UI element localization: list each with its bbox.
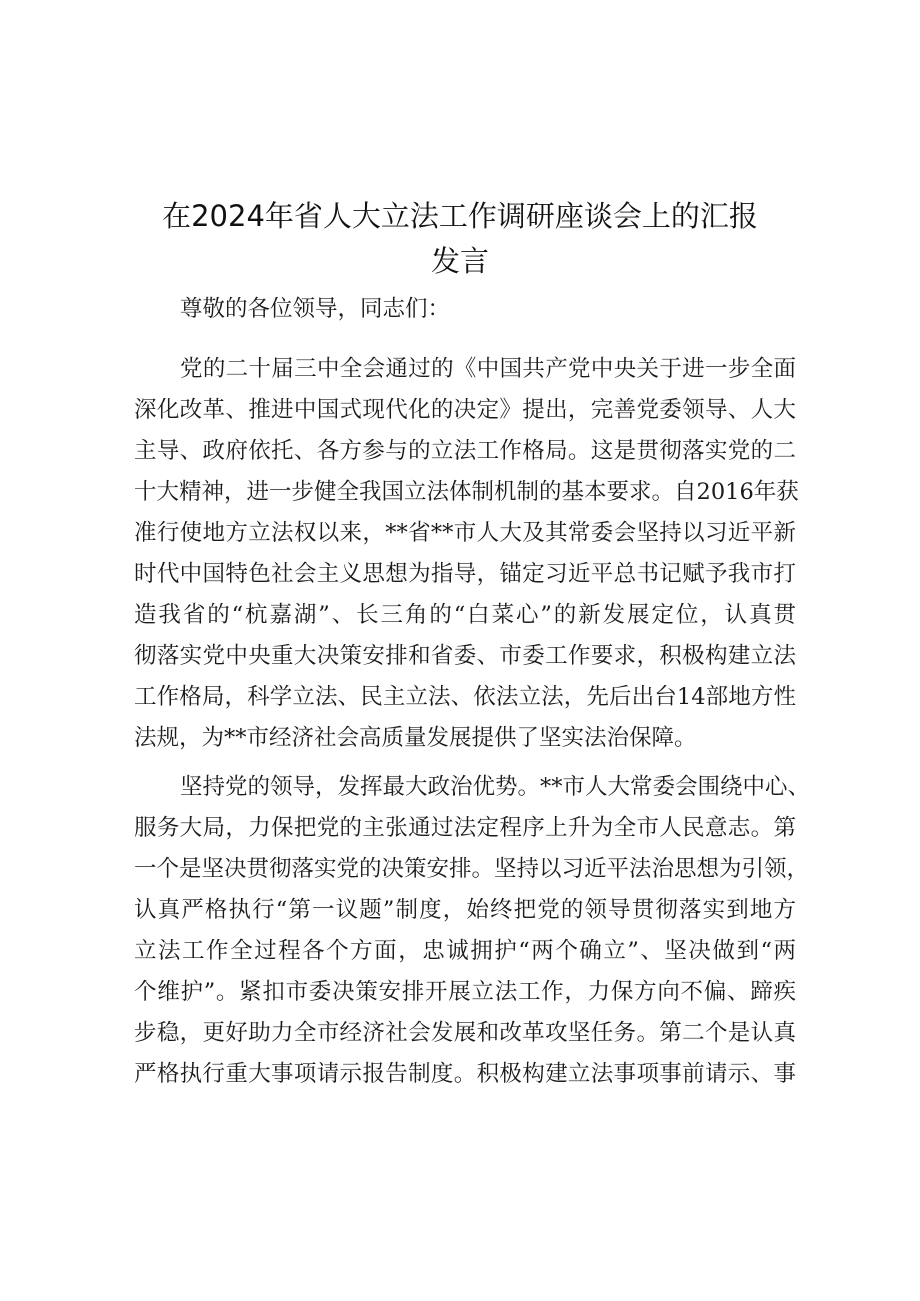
paragraph-1-line: 时代中国特色社会主义思想为指导，锚定习近平总书记赋予我市打 bbox=[134, 561, 796, 587]
salutation: 尊敬的各位领导，同志们： bbox=[180, 296, 451, 322]
paragraph-1-line: 党的二十届三中全会通过的《中国共产党中央关于进一步全面 bbox=[180, 356, 796, 382]
paragraph-2-line: 服务大局，力保把党的主张通过法定程序上升为全市人民意志。第 bbox=[134, 815, 796, 841]
paragraph-2-line: 认真严格执行“第一议题”制度，始终把党的领导贯彻落实到地方 bbox=[134, 897, 796, 923]
paragraph-2-line: 个维护”。紧扣市委决策安排开展立法工作，力保方向不偏、蹄疾 bbox=[134, 979, 796, 1005]
paragraph-1-line: 准行使地方立法权以来，**省**市人大及其常委会坚持以习近平新 bbox=[134, 520, 796, 546]
paragraph-2-line: 一个是坚决贯彻落实党的决策安排。坚持以习近平法治思想为引领， bbox=[134, 856, 810, 882]
document-title-line-1: 在2024年省人大立法工作调研座谈会上的汇报 bbox=[162, 199, 758, 233]
paragraph-1-line: 十大精神，进一步健全我国立法体制机制的基本要求。自2016年获 bbox=[134, 479, 799, 505]
paragraph-2-line: 立法工作全过程各个方面，忠诚拥护“两个确立”、坚决做到“两 bbox=[134, 938, 796, 964]
paragraph-1-line: 工作格局，科学立法、民主立法、依法立法，先后出台14部地方性 bbox=[134, 684, 796, 710]
document-title-line-2: 发言 bbox=[430, 244, 489, 278]
paragraph-2-line: 步稳，更好助力全市经济社会发展和改革攻坚任务。第二个是认真 bbox=[134, 1020, 796, 1046]
paragraph-2-line: 严格执行重大事项请示报告制度。积极构建立法事项事前请示、事 bbox=[134, 1061, 796, 1087]
paragraph-1-line: 主导、政府依托、各方参与的立法工作格局。这是贯彻落实党的二 bbox=[134, 438, 796, 464]
paragraph-1-line: 深化改革、推进中国式现代化的决定》提出，完善党委领导、人大 bbox=[134, 397, 796, 423]
paragraph-1-line: 造我省的“杭嘉湖”、长三角的“白菜心”的新发展定位，认真贯 bbox=[134, 602, 796, 628]
paragraph-2-line: 坚持党的领导，发挥最大政治优势。**市人大常委会围绕中心、 bbox=[180, 774, 811, 800]
paragraph-1-line: 法规，为**市经济社会高质量发展提供了坚实法治保障。 bbox=[134, 725, 697, 751]
paragraph-1-line: 彻落实党中央重大决策安排和省委、市委工作要求，积极构建立法 bbox=[134, 643, 796, 669]
